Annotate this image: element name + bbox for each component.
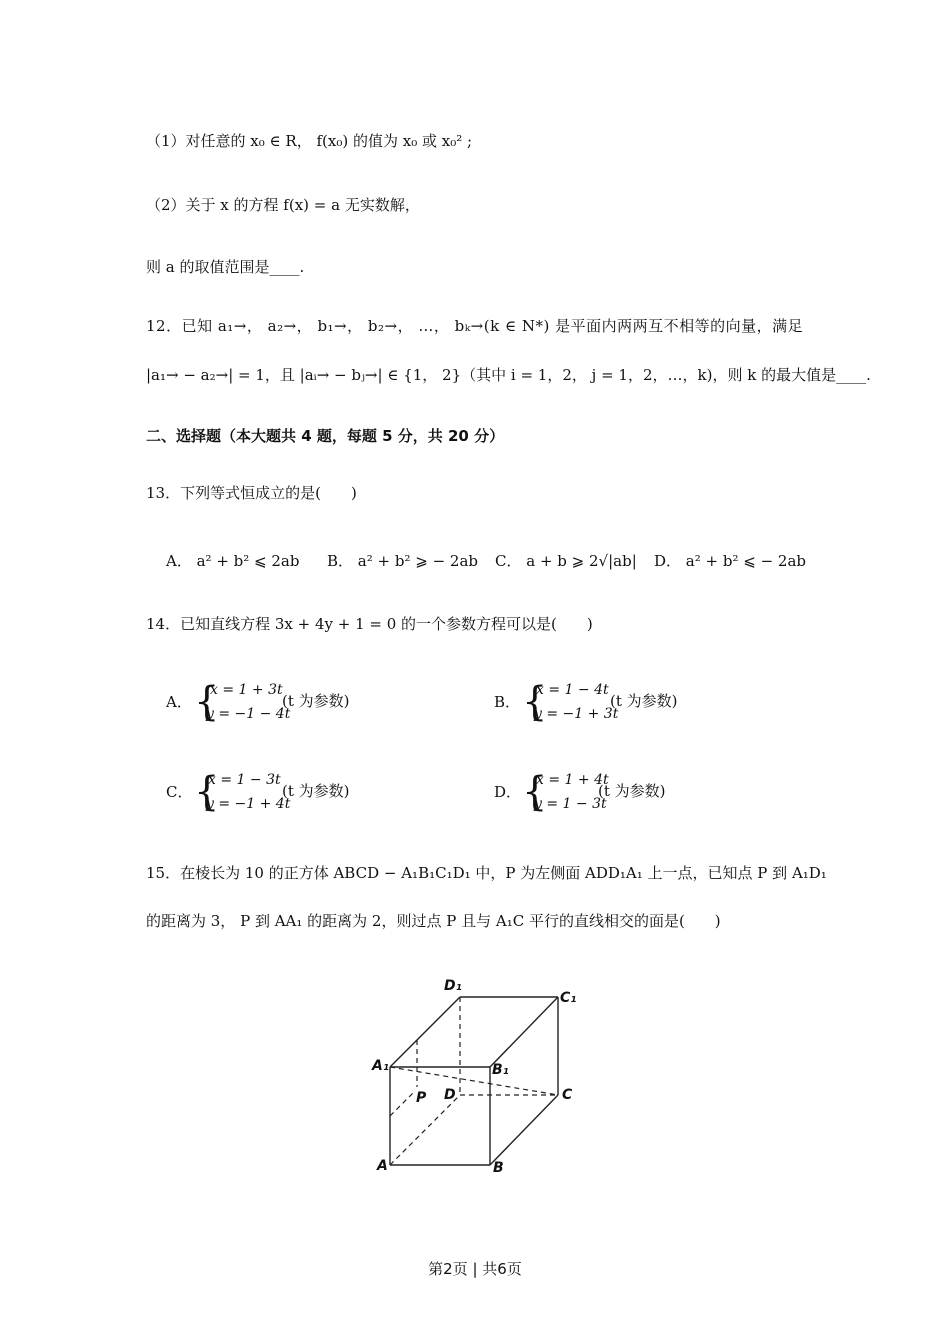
q14-option-a-label: A．	[166, 693, 192, 711]
label-a1: A₁	[372, 1058, 389, 1074]
q14-option-b-label: B．	[494, 693, 521, 711]
condition-2: （2）关于 x 的方程 f(x) = a 无实数解，	[146, 196, 420, 214]
q14-d-eq1: x = 1 + 4t	[536, 772, 609, 788]
label-p: P	[416, 1090, 427, 1106]
condition-3-range: 则 a 的取值范围是____.	[146, 258, 305, 276]
q14-stem: 14．已知直线方程 3x + 4y + 1 = 0 的一个参数方程可以是( )	[146, 615, 593, 633]
q14-c-param-note: (t 为参数)	[282, 782, 350, 800]
brace-icon: {	[522, 769, 548, 815]
q14-d-eq2: y = 1 − 3t	[534, 796, 607, 812]
aux-line-diagonal	[390, 1092, 414, 1116]
q14-option-d-label: D．	[494, 783, 522, 801]
brace-icon: {	[522, 679, 548, 725]
q14-b-eq1: x = 1 − 4t	[536, 682, 609, 698]
section2-title: 二、选择题（本大题共 4 题，每题 5 分，共 20 分）	[146, 427, 505, 445]
label-b: B	[493, 1160, 504, 1176]
q12-line2: |a₁→ − a₂→| = 1，且 |aᵢ→ − bⱼ→| ∈ {1， 2}（其中 i = 1，2， j = 1，2，…，k)，则 k 的最大值是____.	[146, 366, 871, 384]
label-c1: C₁	[560, 990, 577, 1006]
q14-option-b	[494, 680, 754, 728]
q14-c-eq1: x = 1 − 3t	[208, 772, 281, 788]
q14-option-a	[166, 680, 426, 728]
edge-b1c1	[490, 997, 558, 1067]
label-c: C	[562, 1087, 573, 1103]
brace-icon: {	[194, 769, 220, 815]
q14-d-param-note: (t 为参数)	[598, 782, 666, 800]
q14-a-eq1: x = 1 + 3t	[210, 682, 283, 698]
q15-line2: 的距离为 3， P 到 AA₁ 的距离为 2，则过点 P 且与 A₁C 平行的直线相交的面是( )	[146, 912, 721, 930]
label-a: A	[377, 1158, 388, 1174]
q14-a-param-note: (t 为参数)	[282, 692, 350, 710]
q13-option-a: A． a² + b² ⩽ 2ab	[166, 552, 300, 570]
q13-option-d: D． a² + b² ⩽ − 2ab	[654, 552, 806, 570]
edge-a1d1	[390, 997, 460, 1067]
q13-option-b: B． a² + b² ⩾ − 2ab	[327, 552, 478, 570]
q14-b-eq2: y = −1 + 3t	[534, 706, 619, 722]
label-d1: D₁	[444, 978, 462, 994]
q15-line1: 15．在棱长为 10 的正方体 ABCD − A₁B₁C₁D₁ 中，P 为左侧面 ADD₁A₁ 上一点，已知点 P 到 A₁D₁	[146, 864, 827, 882]
q14-c-eq2: y = −1 + 4t	[206, 796, 291, 812]
q14-option-c	[166, 770, 426, 818]
label-d: D	[444, 1087, 456, 1103]
q13-option-c: C． a + b ⩾ 2√|ab|	[495, 552, 637, 570]
cube-figure	[0, 960, 950, 1220]
condition-1: （1）对任意的 x₀ ∈ R， f(x₀) 的值为 x₀ 或 x₀² ;	[146, 132, 473, 150]
page-footer: 第2页 | 共6页	[428, 1260, 522, 1278]
q14-option-c-label: C．	[166, 783, 193, 801]
label-b1: B₁	[492, 1062, 509, 1078]
q12-line1: 12．已知 a₁→， a₂→， b₁→， b₂→， …， bₖ→(k ∈ N*) 是平面内两两互不相等的向量，满足	[146, 317, 804, 335]
q13-stem: 13．下列等式恒成立的是( )	[146, 484, 357, 502]
q14-a-eq2: y = −1 − 4t	[206, 706, 291, 722]
brace-icon: {	[194, 679, 220, 725]
edge-bc	[490, 1095, 558, 1165]
q14-b-param-note: (t 为参数)	[610, 692, 678, 710]
q14-option-d	[494, 770, 754, 818]
